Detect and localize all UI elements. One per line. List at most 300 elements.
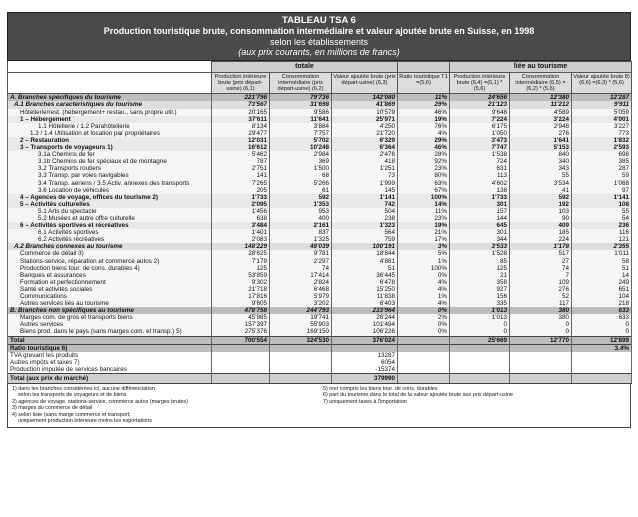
row-label: 1 – Hébergement <box>8 116 212 123</box>
row-value: 74 <box>270 265 332 272</box>
row-value: 21% <box>398 229 450 236</box>
row-value: 55'903 <box>270 321 332 328</box>
row-value: 564 <box>332 229 398 236</box>
row-value: 41 <box>510 187 572 194</box>
footnote-line: 5) non compris les biens tour. de cons. durables <box>323 386 438 393</box>
footnote-line: 1) dans les branches considérées ici, aucune différenciation <box>12 386 155 393</box>
row-value: 3.4% <box>572 344 632 352</box>
row-value: 29% <box>398 101 450 108</box>
row-value <box>572 359 632 366</box>
row-value: 1'013 <box>450 314 510 321</box>
table-row <box>8 187 632 194</box>
row-value: 651 <box>572 286 632 293</box>
row-label: Santé et activités sociales <box>8 286 212 293</box>
row-value: 80% <box>398 172 450 179</box>
row-value: 6'468 <box>270 286 332 293</box>
row-value <box>398 374 450 384</box>
row-value: 117 <box>510 300 572 307</box>
footnotes-right <box>319 386 630 424</box>
row-value: 100% <box>398 265 450 272</box>
row-value: 633 <box>572 307 632 314</box>
row-value: 287 <box>572 165 632 172</box>
row-value: 344 <box>450 236 510 243</box>
row-label: Stations-service, réparation et commerce autos 2) <box>8 258 212 265</box>
row-value: 5% <box>398 250 450 257</box>
table-row <box>8 286 632 293</box>
row-value: 2'095 <box>212 201 270 208</box>
row-label: Autres services liés au tourisme <box>8 300 212 307</box>
table-row <box>8 265 632 272</box>
row-value: 12'380 <box>510 94 572 102</box>
row-label: Communications <box>8 293 212 300</box>
table-row <box>8 229 632 236</box>
row-value: 700'554 <box>212 336 270 344</box>
row-value <box>398 344 450 352</box>
row-value: 101'494 <box>332 321 398 328</box>
row-value: 1'733 <box>450 194 510 201</box>
row-value: 275'376 <box>212 328 270 336</box>
row-value: 3'202 <box>270 300 332 307</box>
table-title-banner <box>7 12 631 61</box>
row-value <box>398 352 450 359</box>
row-value: 17'816 <box>212 293 270 300</box>
table-row <box>8 300 632 307</box>
row-value: 6'175 <box>450 123 510 130</box>
row-value: 28'625 <box>212 250 270 257</box>
row-value: 46% <box>398 109 450 116</box>
row-value: 41'869 <box>332 101 398 108</box>
row-label: 3.1a Chemins de fer <box>8 151 212 158</box>
row-value: 369 <box>270 158 332 165</box>
row-value: 343 <box>510 165 572 172</box>
table-row <box>8 279 632 286</box>
row-value: 10'579 <box>332 109 398 116</box>
row-value: 773 <box>572 130 632 137</box>
row-value: 55 <box>510 172 572 179</box>
row-value: 5'153 <box>510 144 572 151</box>
row-value <box>270 366 332 374</box>
row-value: 1'050 <box>450 130 510 137</box>
row-label: 3.4 Transp. aériens / 3.5 Activ. annexes des transports <box>8 180 212 187</box>
row-label: A.1 Branches caractéristiques du tourisme <box>8 101 212 108</box>
row-label: Autres services <box>8 321 212 328</box>
row-value: 379990 <box>332 374 398 384</box>
row-label: 5.2 Musées et autre offre culturelle <box>8 215 212 222</box>
row-value: 144 <box>450 215 510 222</box>
row-label: A. Branches spécifiques du tourisme <box>8 94 212 102</box>
row-value: 0% <box>398 321 450 328</box>
row-value <box>212 374 270 384</box>
row-value: 12'899 <box>572 336 632 344</box>
row-value: 76% <box>398 123 450 130</box>
row-label: 3.2 Transports routiers <box>8 165 212 172</box>
row-value: 14% <box>398 201 450 208</box>
row-value: 52 <box>510 293 572 300</box>
row-value: 224 <box>510 236 572 243</box>
table-row <box>8 151 632 158</box>
row-value: 0 <box>572 328 632 336</box>
row-label: Hôtellerie/rest. (hébergement+ restau., sans propre util.) <box>8 109 212 116</box>
row-value <box>450 352 510 359</box>
row-value: 1'353 <box>270 201 332 208</box>
row-value: 1'325 <box>270 236 332 243</box>
row-value: 142'080 <box>332 94 398 102</box>
row-value: 478'758 <box>212 307 270 314</box>
tsa6-table <box>7 61 632 385</box>
table-row <box>8 336 632 344</box>
row-label: A.2 Branches connexes au tourisme <box>8 243 212 250</box>
row-label: 3.1b Chemins de fer spéciaux et de montagne <box>8 158 212 165</box>
row-value: 1% <box>398 258 450 265</box>
row-value: 4'001 <box>572 116 632 123</box>
row-value: 4% <box>398 279 450 286</box>
row-value: 0 <box>572 321 632 328</box>
row-value: 2'751 <box>212 165 270 172</box>
row-label: 3.3 Transp. par voies navigables <box>8 172 212 179</box>
column-header-row <box>8 72 632 94</box>
row-value: 15'250 <box>332 286 398 293</box>
row-label: TVA grevant les produits <box>8 352 212 359</box>
row-value: 55 <box>572 208 632 215</box>
row-value: 18'844 <box>332 250 398 257</box>
row-label: Commerce de détail 3) <box>8 250 212 257</box>
row-value <box>398 336 450 344</box>
row-value: 221'796 <box>212 94 270 102</box>
row-value: 28% <box>398 151 450 158</box>
row-value: 156 <box>450 293 510 300</box>
row-value: 31'698 <box>270 101 332 108</box>
row-value: 20'165 <box>212 109 270 116</box>
row-value: 324'530 <box>270 336 332 344</box>
row-value: 90 <box>510 215 572 222</box>
row-value: 301 <box>450 201 510 208</box>
group-header-liee: liée au tourisme <box>450 61 632 72</box>
table-row <box>8 130 632 137</box>
row-value: 276 <box>510 286 572 293</box>
row-value: 504 <box>332 208 398 215</box>
table-row <box>8 180 632 187</box>
table-row <box>8 272 632 279</box>
table-row <box>8 293 632 300</box>
row-value: 1'500 <box>270 165 332 172</box>
row-value <box>450 344 510 352</box>
row-value: 100% <box>398 194 450 201</box>
footnote-line: uniquement production intérieure moins les exportations <box>12 418 152 425</box>
row-value: 2'824 <box>270 279 332 286</box>
row-value: 9'648 <box>450 109 510 116</box>
row-value: 1'011 <box>572 250 632 257</box>
row-value <box>450 359 510 366</box>
footnote-line: 7) uniquement taxes à l'importation <box>323 398 407 405</box>
row-value: 4% <box>398 286 450 293</box>
row-value: 631 <box>450 165 510 172</box>
row-value: 37'611 <box>212 116 270 123</box>
table-row <box>8 94 632 102</box>
row-label: Banques et assurances <box>8 272 212 279</box>
table-row <box>8 172 632 179</box>
row-value: 11'641 <box>270 116 332 123</box>
row-label: 4 – Agences de voyage, offices du tourisme 2) <box>8 194 212 201</box>
table-row <box>8 158 632 165</box>
row-value: 385 <box>572 158 632 165</box>
row-value: 9'605 <box>212 300 270 307</box>
row-value: 2% <box>398 314 450 321</box>
row-label: 6 – Activités sportives et récréatives <box>8 222 212 229</box>
row-value: 6054 <box>332 359 398 366</box>
row-value: 7 <box>510 272 572 279</box>
row-value: 45'985 <box>212 314 270 321</box>
row-value: -15374 <box>332 366 398 374</box>
row-value: 238 <box>332 215 398 222</box>
row-value: 7'747 <box>450 144 510 151</box>
row-value: 4'602 <box>450 180 510 187</box>
table-row <box>8 144 632 151</box>
row-value: 2'478 <box>332 151 398 158</box>
row-value: 638 <box>212 215 270 222</box>
row-value: 7'179 <box>212 258 270 265</box>
row-value: 108 <box>572 201 632 208</box>
row-value <box>270 352 332 359</box>
row-value: 1'251 <box>332 165 398 172</box>
row-value: 97 <box>572 187 632 194</box>
row-value: 0% <box>398 307 450 314</box>
row-value <box>332 344 398 352</box>
row-value: 2'083 <box>212 236 270 243</box>
footnote-line: 6) part du tourisme dans le total de la valeur ajoutée brute aux prix départ-usine <box>323 392 513 399</box>
row-value: 148'229 <box>212 243 270 250</box>
row-value <box>212 344 270 352</box>
row-label: 1.1 Hôtellerie / 1.2 Parahôtellerie <box>8 123 212 130</box>
row-value: 837 <box>270 229 332 236</box>
footnotes-left <box>8 386 319 424</box>
row-value: 12'031 <box>212 137 270 144</box>
table-row <box>8 243 632 250</box>
row-value: 36'445 <box>332 272 398 279</box>
row-value: 74 <box>510 265 572 272</box>
table-row <box>8 116 632 123</box>
row-value: 63% <box>398 180 450 187</box>
row-value: 21'123 <box>450 101 510 108</box>
row-value: 2'161 <box>270 222 332 229</box>
table-row <box>8 222 632 229</box>
row-value: 17% <box>398 236 450 243</box>
row-value: 169'150 <box>270 328 332 336</box>
row-value: 23% <box>398 215 450 222</box>
row-value: 3'227 <box>572 123 632 130</box>
row-value <box>572 374 632 384</box>
row-value: 376'024 <box>332 336 398 344</box>
row-value: 145 <box>332 187 398 194</box>
row-value: 517 <box>510 250 572 257</box>
row-value: 787 <box>212 158 270 165</box>
row-value: 6'478 <box>332 279 398 286</box>
row-value: 4% <box>398 300 450 307</box>
table-row <box>8 328 632 336</box>
row-value: 0% <box>398 272 450 279</box>
table-row <box>8 352 632 359</box>
row-value: 104 <box>572 293 632 300</box>
row-value <box>270 359 332 366</box>
row-value <box>212 359 270 366</box>
row-value: 645 <box>450 222 510 229</box>
row-label: Autres impôts et taxes 7) <box>8 359 212 366</box>
row-value: 25'971 <box>332 116 398 123</box>
row-value: 2'355 <box>572 243 632 250</box>
row-value: 21'720 <box>332 130 398 137</box>
row-value: 0 <box>450 321 510 328</box>
row-value: 85 <box>450 258 510 265</box>
row-value: 8'134 <box>212 123 270 130</box>
row-value: 0 <box>510 328 572 336</box>
row-value: 51 <box>572 265 632 272</box>
row-value: 1'141 <box>572 194 632 201</box>
row-value: 11% <box>398 208 450 215</box>
row-value: 92% <box>398 158 450 165</box>
row-value: 11'838 <box>332 293 398 300</box>
row-label: Marges com. de gros et transports biens <box>8 314 212 321</box>
row-value: 19% <box>398 116 450 123</box>
col-header-prod-brute: Production intérieure brute (prix départ-usine) (6,1) <box>212 72 270 94</box>
row-value: 26'244 <box>332 314 398 321</box>
table-row <box>8 374 632 384</box>
row-value: 1'401 <box>212 229 270 236</box>
row-value: 244'793 <box>270 307 332 314</box>
row-value: 54 <box>572 215 632 222</box>
row-value: 109 <box>510 279 572 286</box>
row-value: 205 <box>212 187 270 194</box>
row-value <box>510 374 572 384</box>
row-value: 1'641 <box>510 137 572 144</box>
row-value: 9'302 <box>212 279 270 286</box>
row-value: 23% <box>398 165 450 172</box>
table-row <box>8 366 632 374</box>
row-value: 418 <box>332 158 398 165</box>
row-value: 276 <box>510 130 572 137</box>
row-value: 233'964 <box>332 307 398 314</box>
row-value: 1'141 <box>332 194 398 201</box>
row-value: 125 <box>212 265 270 272</box>
footnote-line: 2) agences de voyage, stations-service, commerce autos (marges brutes) <box>12 398 188 405</box>
row-value: 4'881 <box>332 258 398 265</box>
table-row <box>8 215 632 222</box>
col-header-conso-liee: Consommation intermédiaire (6,5) =(6,2) * (5,6) <box>510 72 572 94</box>
footnote-line: 3) marges du commerce de détail <box>12 405 93 412</box>
row-value: 0 <box>450 328 510 336</box>
row-value: 4'250 <box>332 123 398 130</box>
row-value: 100'191 <box>332 243 398 250</box>
row-value: 11% <box>398 94 450 102</box>
row-value <box>450 366 510 374</box>
row-value: 1'323 <box>332 222 398 229</box>
row-value: 3'884 <box>270 123 332 130</box>
row-value: 759 <box>332 236 398 243</box>
row-label: 6.1 Activités sportives <box>8 229 212 236</box>
row-value: 157 <box>450 208 510 215</box>
row-label: 3.6 Location de véhicules <box>8 187 212 194</box>
row-value: 46% <box>398 144 450 151</box>
row-value: 5'462 <box>212 151 270 158</box>
row-value: 27 <box>510 258 572 265</box>
table-row <box>8 344 632 352</box>
row-value <box>270 344 332 352</box>
row-value: 3'473 <box>450 137 510 144</box>
row-value <box>212 366 270 374</box>
row-value: 698 <box>572 151 632 158</box>
row-value: 58 <box>572 258 632 265</box>
row-value: 218 <box>572 300 632 307</box>
row-label: Formation et perfectionnement <box>8 279 212 286</box>
row-value: 9'586 <box>270 109 332 116</box>
row-value: 4% <box>398 130 450 137</box>
row-value: 19'741 <box>270 314 332 321</box>
row-value: 358 <box>450 279 510 286</box>
row-value: 2'984 <box>270 151 332 158</box>
row-value <box>572 352 632 359</box>
table-row <box>8 194 632 201</box>
row-value: 1% <box>398 293 450 300</box>
row-value: 1'528 <box>450 250 510 257</box>
table-title: Production touristique brute, consommation intermédiaire et valeur ajoutée brute en Suisse, en 1998 <box>103 26 535 36</box>
row-value: 2'297 <box>270 258 332 265</box>
row-value: 724 <box>450 158 510 165</box>
row-value: 5'059 <box>572 109 632 116</box>
row-value: 73'567 <box>212 101 270 108</box>
row-value <box>398 366 450 374</box>
row-value: 400 <box>270 215 332 222</box>
row-value: 1'068 <box>572 180 632 187</box>
row-value: 11'212 <box>510 101 572 108</box>
row-value: 249 <box>572 279 632 286</box>
row-value: 21 <box>450 272 510 279</box>
row-value: 7'265 <box>212 180 270 187</box>
row-label: 6.2 Activités récréatives <box>8 236 212 243</box>
row-value: 9'781 <box>270 250 332 257</box>
row-value: 106'226 <box>332 328 398 336</box>
row-label: 5.1 Arts du spectacle <box>8 208 212 215</box>
table-row <box>8 208 632 215</box>
row-value: 157'397 <box>212 321 270 328</box>
row-value: 953 <box>270 208 332 215</box>
table-row <box>8 307 632 314</box>
row-value: 335 <box>450 300 510 307</box>
row-value: 68 <box>270 172 332 179</box>
table-row <box>8 101 632 108</box>
row-value: 61 <box>270 187 332 194</box>
row-value: 51 <box>332 265 398 272</box>
row-value: 5'702 <box>270 137 332 144</box>
row-value: 1'456 <box>212 208 270 215</box>
row-value: 742 <box>332 201 398 208</box>
row-value: 380 <box>510 307 572 314</box>
row-value: 48'039 <box>270 243 332 250</box>
row-value: 592 <box>270 194 332 201</box>
table-row <box>8 258 632 265</box>
row-value <box>212 352 270 359</box>
row-value: 125 <box>450 265 510 272</box>
row-value: 17'414 <box>270 272 332 279</box>
group-header-row <box>8 61 632 72</box>
table-row <box>8 137 632 144</box>
row-value: 24'656 <box>450 94 510 102</box>
row-value: 9'911 <box>572 101 632 108</box>
row-value: 1'013 <box>450 307 510 314</box>
row-value <box>398 359 450 366</box>
col-header-va-liee: Valeur ajoutée brute 8) (6,6) =(6,3) * (5,6) <box>572 72 632 94</box>
row-value: 10'248 <box>270 144 332 151</box>
row-value: 14 <box>572 272 632 279</box>
row-label: 2 – Restauration <box>8 137 212 144</box>
row-label: 5 – Activités culturelles <box>8 201 212 208</box>
